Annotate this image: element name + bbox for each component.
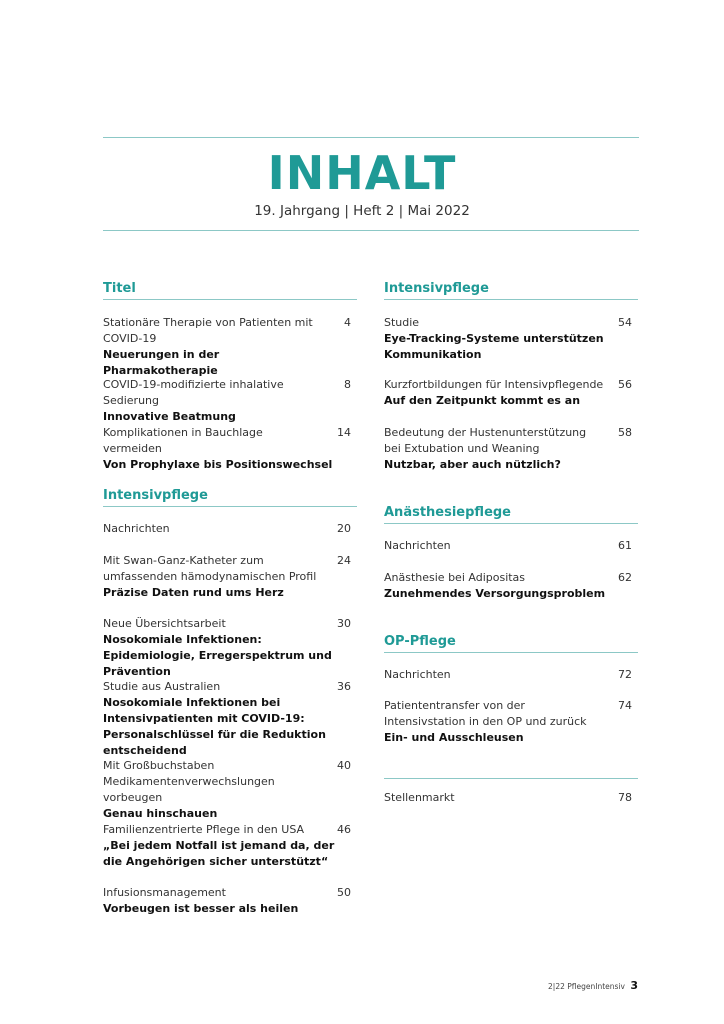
entry-kicker: Bedeutung der Hustenunterstützung bei Extubation und Weaning xyxy=(384,426,587,455)
footer-journal: PflegenIntensiv xyxy=(567,982,625,991)
entry-headline: Auf den Zeitpunkt kommt es an xyxy=(384,394,581,407)
toc-entry[interactable] xyxy=(103,679,357,759)
section-titel xyxy=(103,281,357,300)
entry-page-number: 24 xyxy=(337,554,351,567)
entry-page-number: 36 xyxy=(337,680,351,693)
entry-page-number: 46 xyxy=(337,823,351,836)
footer-page-number: 3 xyxy=(630,979,638,992)
page-title: INHALT xyxy=(267,146,457,200)
header-bottom-rule xyxy=(103,230,639,231)
entry-kicker: Nachrichten xyxy=(103,522,170,535)
toc-entry[interactable] xyxy=(103,553,357,601)
issue-subtitle: 19. Jahrgang | Heft 2 | Mai 2022 xyxy=(254,203,470,219)
toc-entry-stellenmarkt[interactable] xyxy=(384,790,638,806)
entry-page-number: 61 xyxy=(618,539,632,552)
section-heading: Intensivpflege xyxy=(384,281,638,300)
entry-kicker: Komplikationen in Bauchlage vermeiden xyxy=(103,426,263,455)
entry-headline: Von Prophylaxe bis Positionswechsel xyxy=(103,458,333,471)
entry-page-number: 62 xyxy=(618,571,632,584)
entry-kicker: Mit Swan-Ganz-Katheter zum umfassenden hämodynamischen Profil xyxy=(103,554,317,583)
entry-kicker: Infusionsmanagement xyxy=(103,886,226,899)
toc-entry[interactable] xyxy=(384,425,638,473)
entry-kicker: Kurzfortbildungen für Intensivpflegende xyxy=(384,378,604,391)
entry-page-number: 74 xyxy=(618,699,632,712)
section-intensivpflege-left xyxy=(103,488,357,507)
entry-page-number: 4 xyxy=(344,316,351,329)
entry-headline: Vorbeugen ist besser als heilen xyxy=(103,902,299,915)
toc-entry[interactable] xyxy=(384,377,638,409)
toc-entry[interactable] xyxy=(384,315,638,363)
entry-kicker: Studie xyxy=(384,316,420,329)
section-heading: Titel xyxy=(103,281,357,300)
entry-page-number: 8 xyxy=(344,378,351,391)
toc-entry[interactable] xyxy=(103,822,357,870)
entry-page-number: 30 xyxy=(337,617,351,630)
entry-headline: Nosokomiale Infektionen: Epidemiologie, Erregerspektrum und Prävention xyxy=(103,633,332,678)
entry-page-number: 78 xyxy=(618,791,632,804)
section-intensivpflege-right xyxy=(384,281,638,300)
entry-page-number: 72 xyxy=(618,668,632,681)
entry-kicker: Neue Übersichtsarbeit xyxy=(103,617,226,630)
top-rule xyxy=(103,137,639,138)
entry-kicker: Patiententransfer von der Intensivstation in den OP und zurück xyxy=(384,699,587,728)
entry-kicker: Familienzentrierte Pflege in den USA xyxy=(103,823,305,836)
section-heading: Intensivpflege xyxy=(103,488,357,507)
page-footer xyxy=(548,979,638,994)
entry-headline: Eye-Tracking-Systeme unterstützen Kommunikation xyxy=(384,332,604,361)
entry-kicker: Mit Großbuchstaben Medikamentenverwechslungen vorbeugen xyxy=(103,759,275,804)
footer-issue: 2|22 xyxy=(548,982,565,991)
entry-page-number: 58 xyxy=(618,426,632,439)
entry-headline: „Bei jedem Notfall ist jemand da, der die Angehörigen sicher unterstützt“ xyxy=(103,839,335,868)
entry-page-number: 40 xyxy=(337,759,351,772)
entry-kicker: Nachrichten xyxy=(384,539,451,552)
toc-entry[interactable] xyxy=(384,667,638,683)
section-op-pflege xyxy=(384,634,638,653)
toc-entry[interactable] xyxy=(103,521,357,537)
toc-entry[interactable] xyxy=(103,315,357,379)
entry-kicker: Anästhesie bei Adipositas xyxy=(384,571,526,584)
entry-headline: Innovative Beatmung xyxy=(103,410,236,423)
entry-headline: Präzise Daten rund ums Herz xyxy=(103,586,284,599)
entry-page-number: 20 xyxy=(337,522,351,535)
toc-entry[interactable] xyxy=(103,616,357,680)
toc-entry[interactable] xyxy=(384,570,638,602)
entry-page-number: 56 xyxy=(618,378,632,391)
entry-kicker: Studie aus Australien xyxy=(103,680,221,693)
entry-page-number: 14 xyxy=(337,426,351,439)
entry-kicker: Stellenmarkt xyxy=(384,791,455,804)
toc-entry[interactable] xyxy=(103,377,357,425)
entry-headline: Nosokomiale Infektionen bei Intensivpatienten mit COVID-19: Personalschlüssel für die Reduktion entscheidend xyxy=(103,696,326,757)
entry-headline: Neuerungen in der Pharmakotherapie xyxy=(103,348,220,377)
toc-entry[interactable] xyxy=(384,538,638,554)
toc-entry[interactable] xyxy=(103,758,357,822)
toc-entry[interactable] xyxy=(384,698,638,746)
toc-entry[interactable] xyxy=(103,885,357,917)
entry-headline: Zunehmendes Versorgungsproblem xyxy=(384,587,606,600)
stellenmarkt-rule xyxy=(384,778,638,779)
section-anaesthesiepflege xyxy=(384,505,638,524)
entry-headline: Genau hinschauen xyxy=(103,807,218,820)
entry-kicker: Stationäre Therapie von Patienten mit COVID-19 xyxy=(103,316,313,345)
entry-page-number: 54 xyxy=(618,316,632,329)
entry-page-number: 50 xyxy=(337,886,351,899)
entry-headline: Nutzbar, aber auch nützlich? xyxy=(384,458,561,471)
entry-kicker: Nachrichten xyxy=(384,668,451,681)
toc-entry[interactable] xyxy=(103,425,357,473)
section-heading: OP-Pflege xyxy=(384,634,638,653)
entry-kicker: COVID-19-modifizierte inhalative Sedierung xyxy=(103,378,284,407)
section-heading: Anästhesiepflege xyxy=(384,505,638,524)
entry-headline: Ein- und Ausschleusen xyxy=(384,731,524,744)
